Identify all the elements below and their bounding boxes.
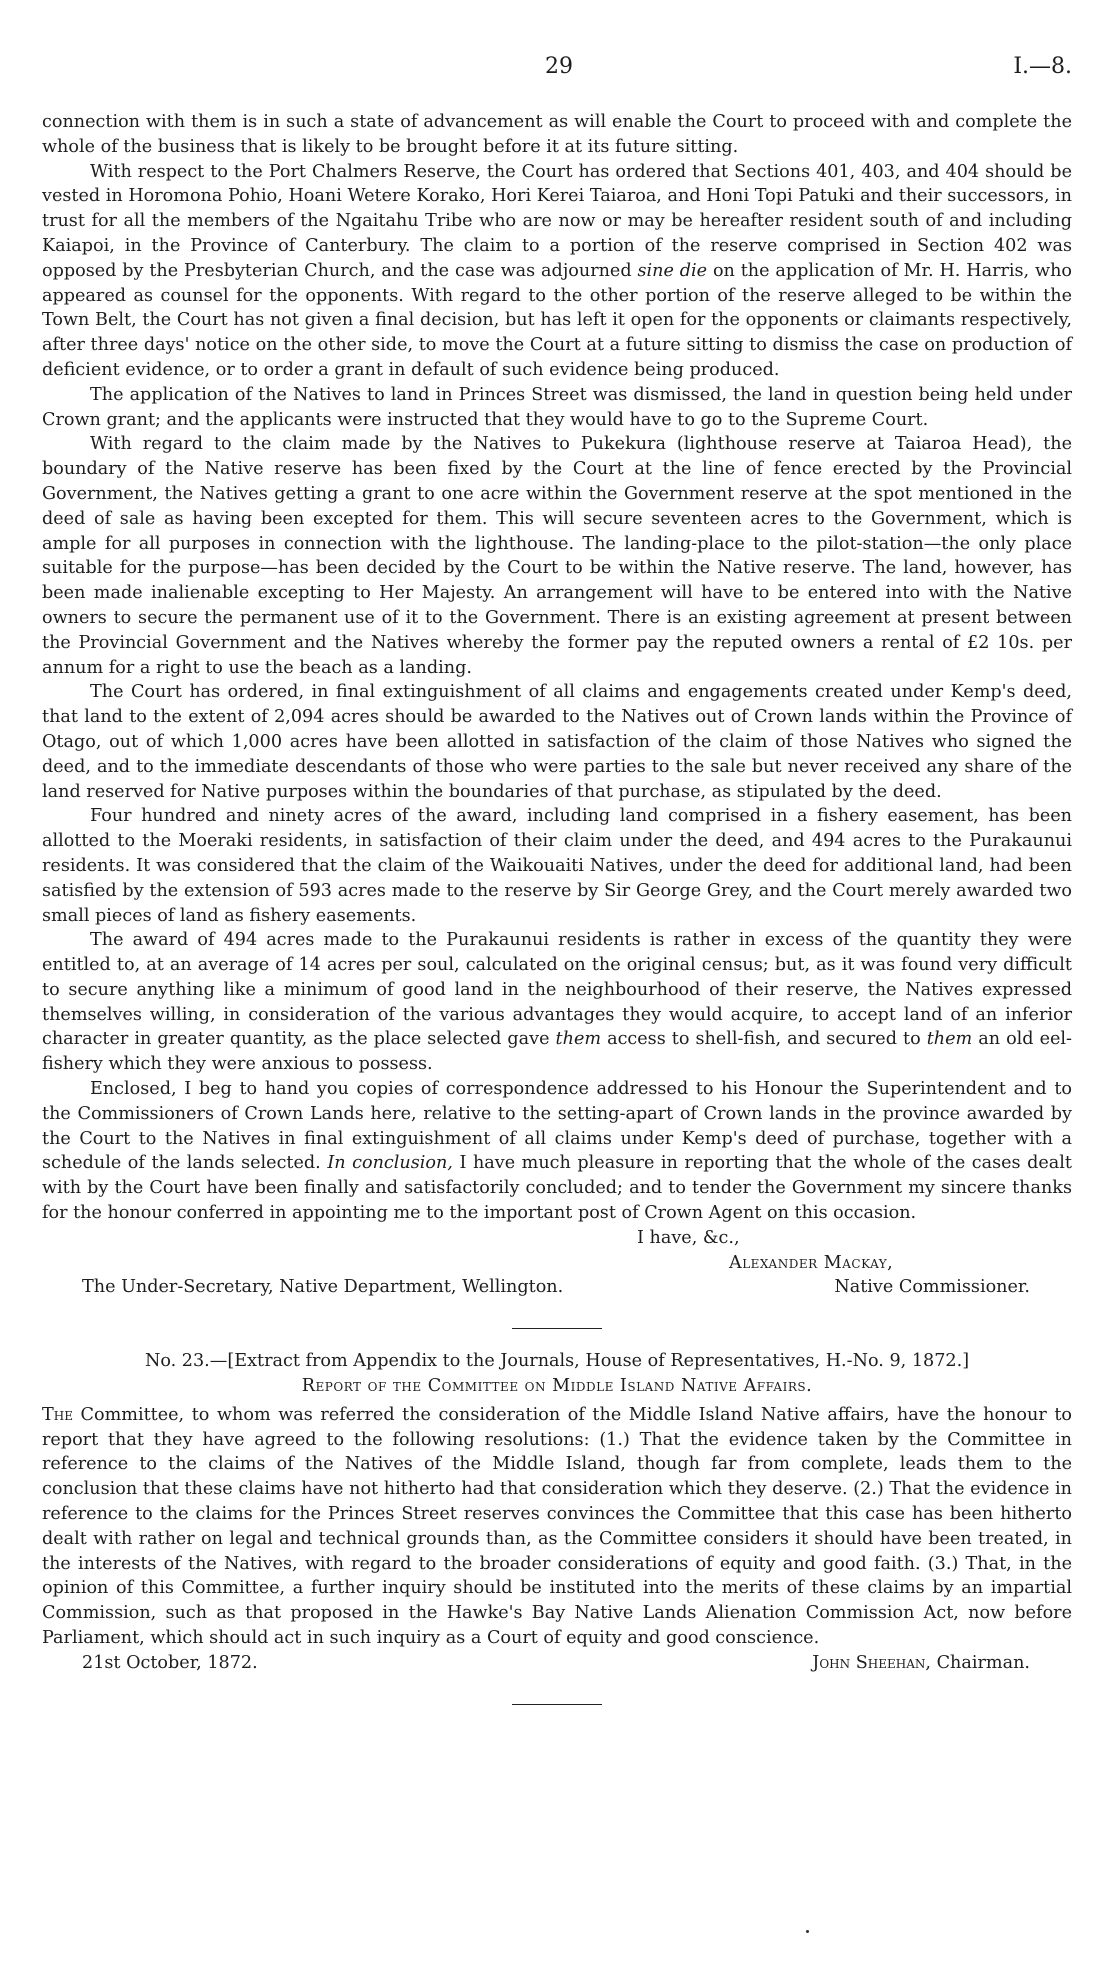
signatory-title: Native Commissioner. — [834, 1277, 1030, 1298]
signature-name: Alexander Mackay, — [729, 1252, 894, 1273]
paragraph-purakaunui: The award of 494 acres made to the Purakaunui residents is rather in excess of the quantity they were entitled to, at an average of 14 acres per soul, calculated on the original census; but, as it was found very difficult to secure anything like a minimum of good land in the neighbourhood of their reserve, the Natives expressed themselves willing, in consideration of the various advantages they would acquire, to accept land of an inferior character in greater quantity, as the place selected gave them access to shell-fish, and secured to them an old eel-fishery which they were anxious to possess. — [42, 930, 1072, 1075]
signature-closing: I have, &c., — [637, 1227, 740, 1248]
signature-footer — [42, 1275, 1072, 1300]
extract-heading: No. 23.—[Extract from Appendix to the Journals, House of Representatives, H.-No. 9, 1872.] — [144, 1351, 970, 1372]
end-divider — [512, 1704, 602, 1705]
committee-report-text: The Committee, to whom was referred the consideration of the Middle Island Native affairs, have the honour to report that they have agreed to the following resolutions: (1.) That the evidence taken by the Committee in reference to the claims of the Natives of the Middle Island, though far from complete, leads them to the conclusion that these claims have not hitherto had that consideration which they deserve. (2.) That the evidence in reference to the claims for the Princes Street reserves convinces the Committee that this case has been hitherto dealt with rather on legal and technical grounds than, as the Committee considers it should have been treated, in the interests of the Natives, with regard to the broader considerations of equity and good faith. (3.) That, in the opinion of this Committee, a further inquiry should be instituted into the merits of these claims by an impartial Commission, such as that proposed in the Hawke's Bay Native Lands Alienation Commission Act, now before Parliament, which should act in such inquiry as a Court of equity and good conscience. — [42, 1404, 1072, 1649]
paragraph-enclosed: Enclosed, I beg to hand you copies of correspondence addressed to his Honour the Superintendent and to the Commissioners of Crown Lands here, relative to the setting-apart of Crown lands in the province awarded by the Court to the Natives in final extinguishment of all claims under Kemp's deed of purchase, together with a schedule of the lands selected. In conclusion, I have much pleasure in reporting that the whole of the cases dealt with by the Court have been finally and satisfactorily concluded; and to tender the Government my sincere thanks for the honour conferred in appointing me to the important post of Crown Agent on this occasion. — [42, 1079, 1072, 1224]
page-number: 29 — [545, 54, 573, 79]
document-reference: I.—8. — [1013, 54, 1072, 79]
paragraph-continuation: connection with them is in such a state of advancement as will enable the Court to proceed with and complete the whole of the business that is likely to be brought before it at its future sitting. — [42, 112, 1072, 157]
page-header — [0, 54, 1114, 88]
paragraph-princes-street: The application of the Natives to land in Princes Street was dismissed, the land in question being held under Crown grant; and the applicants were instructed that they would have to go to the Supreme Court. — [42, 384, 1072, 430]
stray-mark — [806, 1930, 809, 1933]
paragraph-pukekura: With regard to the claim made by the Natives to Pukekura (lighthouse reserve at Taiaroa Head), the boundary of the Native reserve has been fixed by the Court at the line of fence erected by the Provincial Government, the Natives getting a grant to one acre within the Government reserve at the spot mentioned in the deed of sale as having been excepted for them. This will secure seventeen acres to the Government, which is ample for all purposes in connection with the lighthouse. The landing-place to the pilot-station—the only place suitable for the purpose—has been decided by the Court to be within the Native reserve. The land, however, has been made inalienable excepting to Her Majesty. An arrangement will have to be entered into with the Native owners to secure the permanent use of it to the Government. There is an existing agreement at present between the Provincial Government and the Natives whereby the former pay the reputed owners a rental of £2 10s. per annum for a right to use the beach as a landing. — [42, 434, 1072, 678]
paragraph-kemps-deed: The Court has ordered, in final extinguishment of all claims and engagements created under Kemp's deed, that land to the extent of 2,094 acres should be awarded to the Natives out of Crown lands within the Province of Otago, out of which 1,000 acres have been allotted in satisfaction of the claim of those Natives who signed the deed, and to the immediate descendants of those who were parties to the sale but never received any share of the land reserved for Native purposes within the boundaries of that purchase, as stipulated by the deed. — [42, 682, 1072, 802]
report-signer: John Sheehan, Chairman. — [812, 1652, 1030, 1673]
addressee: The Under-Secretary, Native Department, Wellington. — [82, 1277, 564, 1298]
report-title: Report of the Committee on Middle Island Native Affairs. — [301, 1376, 813, 1397]
paragraph-port-chalmers: With respect to the Port Chalmers Reserve, the Court has ordered that Sections 401, 403, and 404 should be vested in Horomona Pohio, Hoani Wetere Korako, Hori Kerei Taiaroa, and Honi Topi Patuki and their successors, in trust for all the members of the Ngaitahu Tribe who are now or may be hereafter resident south of and including Kaiapoi, in the Province of Canterbury. The claim to a portion of the reserve comprised in Section 402 was opposed by the Presbyterian Church, and the case was adjourned sine die on the application of Mr. H. Harris, who appeared as counsel for the opponents. With regard to the other portion of the reserve alleged to be within the Town Belt, the Court has not given a final decision, but has left it open for the opponents or claimants respectively, after three days' notice on the other side, to move the Court at a future sitting to dismiss the case on production of deficient evidence, or to order a grant in default of such evidence being produced. — [42, 161, 1073, 380]
report-date: 21st October, 1872. — [82, 1652, 258, 1673]
letter-body — [42, 110, 1072, 1725]
paragraph-moeraki: Four hundred and ninety acres of the award, including land comprised in a fishery easement, has been allotted to the Moeraki residents, in satisfaction of their claim under the deed, and 494 acres to the Purakaunui residents. It was considered that the claim of the Waikouaiti Natives, under the deed for additional land, had been satisfied by the extension of 593 acres made to the reserve by Sir George Grey, and the Court merely awarded two small pieces of land as fishery easements. — [42, 806, 1072, 926]
section-divider — [512, 1328, 602, 1329]
signature-block — [42, 1226, 1072, 1300]
report-signoff — [42, 1651, 1072, 1676]
